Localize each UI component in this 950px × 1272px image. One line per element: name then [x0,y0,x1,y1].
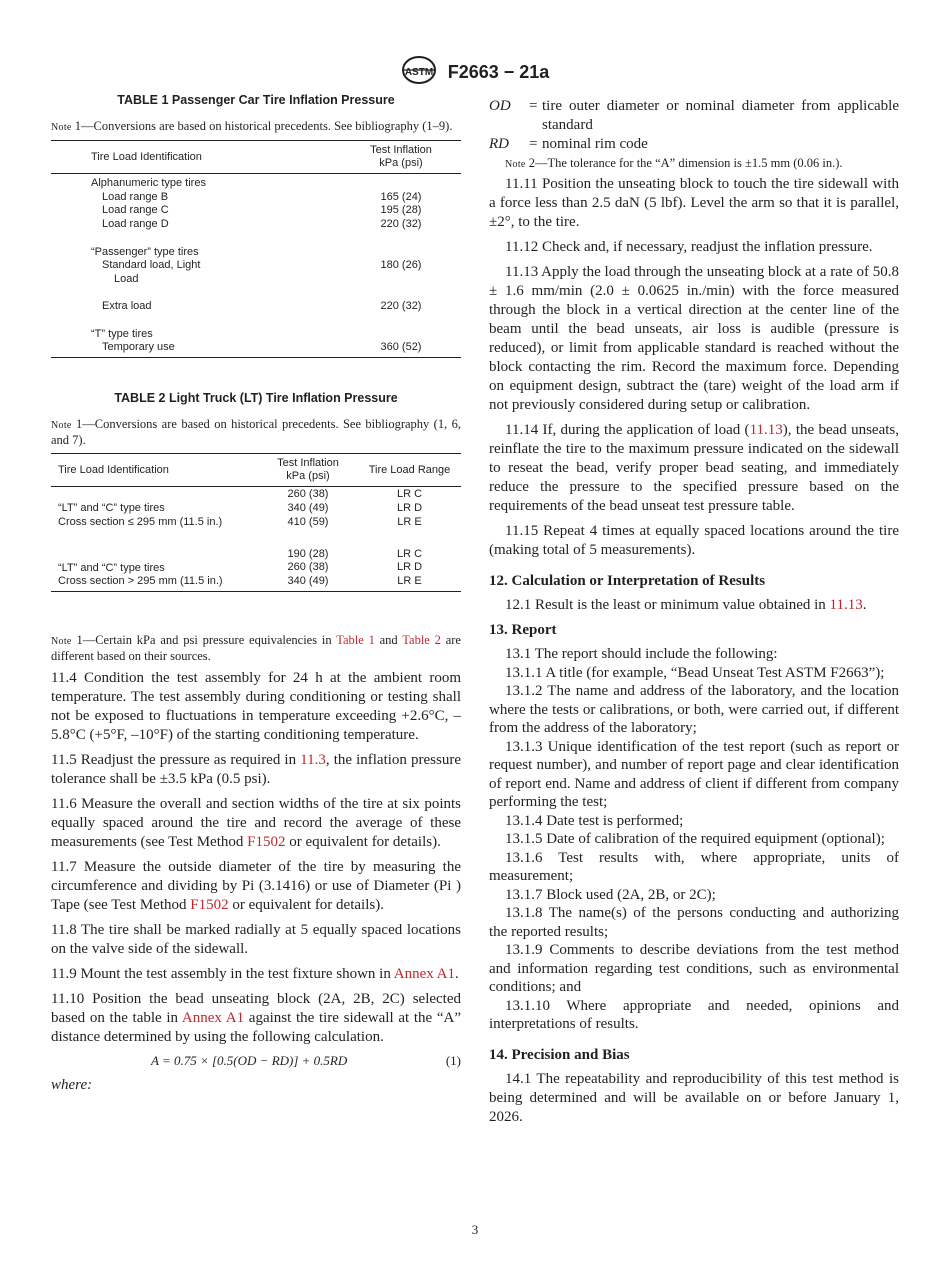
f1502-link[interactable]: F1502 [190,896,229,913]
section-12-1: 12.1 Result is the least or minimum value obtained in 11.13. [505,597,867,613]
table-cell: LR C LR D LR E [358,530,461,592]
section-11-7: 11.7 Measure the outside diameter of the tire by measuring the circumference and dividing by Pi (3.1416) or use of Diameter (Pi ) Tape (see Test Method F1502 or equivalent for details). [51,858,461,913]
section-13-1-2: 13.1.2 The name and address of the laboratory, and the location where the tests or calibrations, or both, were carried out, if different from the address of the laboratory; [489,683,899,736]
table-cell [341,328,461,342]
section-11-13-link[interactable]: 11.13 [749,422,783,438]
table-cell: 165 (24) [380,190,422,203]
table-cell: 190 (28) 260 (38) 340 (49) [258,530,358,592]
section-13-1-1: 13.1.1 A title (for example, “Bead Unseat Test ASTM F2663”); [505,664,885,681]
section-13-1-8: 13.1.8 The name(s) of the persons conducting and authorizing the reported results; [489,905,899,940]
section-13-1-6: 13.1.6 Test results with, where appropriate, units of measurement; [489,849,899,884]
table-cell: Load range B [102,190,169,203]
section-11-4: 11.4 Condition the test assembly for 24 h at the ambient room temperature. The test assembly during conditioning or testing shall not be exposed to fluctuations in temperature exceeding +2.6°C, –5.8°C (+5°F, –10°F) of the starting conditioning temperature. [51,669,461,743]
table-cell [341,174,461,191]
table-cell: 260 (38) 340 (49) 410 (59) [287,488,329,528]
table-cell: 195 (28) [380,204,422,217]
table-cell [51,314,341,328]
heading-section-13: 13. Report [489,622,557,638]
table-cell: 360 (52) [341,341,461,357]
page-number: 3 [471,1222,479,1237]
table2-caption: TABLE 2 Light Truck (LT) Tire Inflation Pressure [114,391,398,406]
f1502-link[interactable]: F1502 [247,833,286,850]
annex-a1-link[interactable]: Annex A1 [393,965,455,982]
section-11-5: 11.5 Readjust the pressure as required in 11.3, the inflation pressure tolerance shall be ±3.5 kPa (0.5 psi). [51,751,461,787]
table2-header-load-id: Tire Load Identification [51,454,258,487]
section-13-1-7: 13.1.7 Block used (2A, 2B, or 2C); [505,886,716,903]
page-header [0,55,950,90]
equation-expression: A = 0.75 × [0.5(OD − RD)] + 0.5RD [151,1052,348,1068]
table-cell [341,287,461,301]
table1-header-load-id: Tire Load Identification [51,141,341,174]
section-11-8: 11.8 The tire shall be marked radially at 5 equally spaced locations on the valve side of the sidewall. [51,921,461,957]
astm-logo-icon [401,55,437,90]
equation-number: (1) [445,1052,461,1068]
table-cell: Standard load, Light [102,259,201,272]
table-cell: 220 (32) [380,300,422,313]
section-13-1-10: 13.1.10 Where appropriate and needed, opinions and interpretations of results. [489,997,899,1032]
document-designation: F2663 − 21a [447,62,550,82]
table-cell: Extra load [102,300,152,313]
svg-text:ASTM: ASTM [404,67,433,78]
table-cell [51,287,341,301]
table-cell: LR C LR D LR E [396,488,423,528]
table1-caption: TABLE 1 Passenger Car Tire Inflation Pressure [117,93,395,107]
table-cell: Temporary use [51,341,341,357]
section-11-15: 11.15 Repeat 4 times at equally spaced locations around the tire (making total of 5 measurements). [489,523,899,558]
table-cell [341,314,461,328]
table2-link[interactable]: Table 2 [402,632,441,647]
table-cell: “LT” and “C” type tires Cross section > 295 mm (11.5 in.) [51,530,258,592]
table-cell: 220 (32) [380,218,422,231]
annex-a1-link[interactable]: Annex A1 [181,1009,245,1026]
section-11-12: 11.12 Check and, if necessary, readjust the inflation pressure. [505,239,873,255]
left-column [51,93,461,1094]
where-label: where: [51,1076,93,1093]
section-14-1: 14.1 The repeatability and reproducibility of this test method is being determined and will be available on or before January 1, 2026. [489,1070,899,1125]
definition-od: OD = tire outer diameter or nominal diameter from applicable standard [489,98,899,133]
section-11-9: 11.9 Mount the test assembly in the test fixture shown in Annex A1. [51,965,459,982]
table-cell [341,232,461,246]
table-cell: Load range D [102,218,169,231]
definition-rd: RD = nominal rim code [489,136,648,152]
table1-note: Note 1—Conversions are based on historical precedents. See bibliography (1–9). [51,119,453,133]
table-cell: Alphanumeric type tires [91,177,206,189]
table2 [51,453,461,592]
section-13-1-3: 13.1.3 Unique identification of the test report (such as report or request number), and number of report page and clear identification of report end. Name and address of client if different from company performing the test; [489,738,899,810]
right-column [489,97,899,1133]
table-cell: Load [114,272,139,285]
tolerance-note: Note 2—The tolerance for the “A” dimension is ±1.5 mm (0.06 in.). [505,156,843,170]
table-cell: “Passenger” type tires [91,245,199,258]
table-cell: Load range C [102,204,169,217]
table-cell [341,273,461,287]
pressure-note: Note 1—Certain kPa and psi pressure equivalencies in Table 1 and Table 2 are different based on their sources. [51,632,461,663]
heading-section-12: 12. Calculation or Interpretation of Results [489,573,766,589]
table-cell: “LT” and “C” type tires Cross section ≤ 295 mm (11.5 in.) [58,502,223,528]
table-cell [51,232,341,246]
table1-header-inflation: Test Inflation kPa (psi) [341,141,461,174]
table1-link[interactable]: Table 1 [336,632,375,647]
section-11-13-link[interactable]: 11.13 [829,597,863,613]
section-11-14: 11.14 If, during the application of load (11.13), the bead unseats, reinflate the tire to the maximum pressure indicated on the sidewall to reseat the bead, verify proper bead seating, and immediately reduce the pressure to the specified pressure based on the requirements of the bead unseat test pressure table. [489,422,899,514]
section-11-3-link[interactable]: 11.3 [300,751,326,768]
table-cell [341,246,461,260]
heading-section-14: 14. Precision and Bias [489,1046,630,1063]
section-11-10: 11.10 Position the bead unseating block (2A, 2B, 2C) selected based on the table in Annex A1 against the tire sidewall at the “A” distance determined by using the following calculation. [51,990,461,1045]
table2-note: Note 1—Conversions are based on historical precedents. See bibliography (1, 6, and 7). [51,417,461,448]
table1 [51,140,461,358]
table-cell: “T” type tires [91,327,153,340]
table2-header-load-range: Tire Load Range [358,454,461,487]
table-cell: 180 (26) [380,259,422,272]
section-11-6: 11.6 Measure the overall and section widths of the tire at six points equally spaced around the tire and record the average of these measurements (see Test Method F1502 or equivalent for details). [51,795,461,850]
equation-1 [51,1053,461,1077]
section-13-1: 13.1 The report should include the following: [505,646,778,662]
section-11-11: 11.11 Position the unseating block to touch the tire sidewall with a force less than 2.5 daN (5 lbf). Level the arm so that it is parallel, ±2°, to the tire. [489,176,899,230]
section-13-1-5: 13.1.5 Date of calibration of the required equipment (optional); [505,831,885,847]
section-13-1-9: 13.1.9 Comments to describe deviations from the test method and information regarding test conditions, such as environmental conditions; and [489,942,899,995]
section-13-1-4: 13.1.4 Date test is performed; [505,812,684,829]
section-11-13: 11.13 Apply the load through the unseating block at a rate of 50.8 ± 1.6 mm/min (2.0 ± 0.0625 in./min) with the force measured through the block in a vertical direction at the center line of the beam until the bead unseats, air loss is audible (pressure is reduced), or limit from applicable standard is reached without the block contacting the rim. Record the maximum force. Depending on equipment design, subtract the (tare) weight of the load arm if not previously considered during setup or calibration. [489,264,899,413]
table2-header-inflation: Test Inflation kPa (psi) [258,454,358,487]
